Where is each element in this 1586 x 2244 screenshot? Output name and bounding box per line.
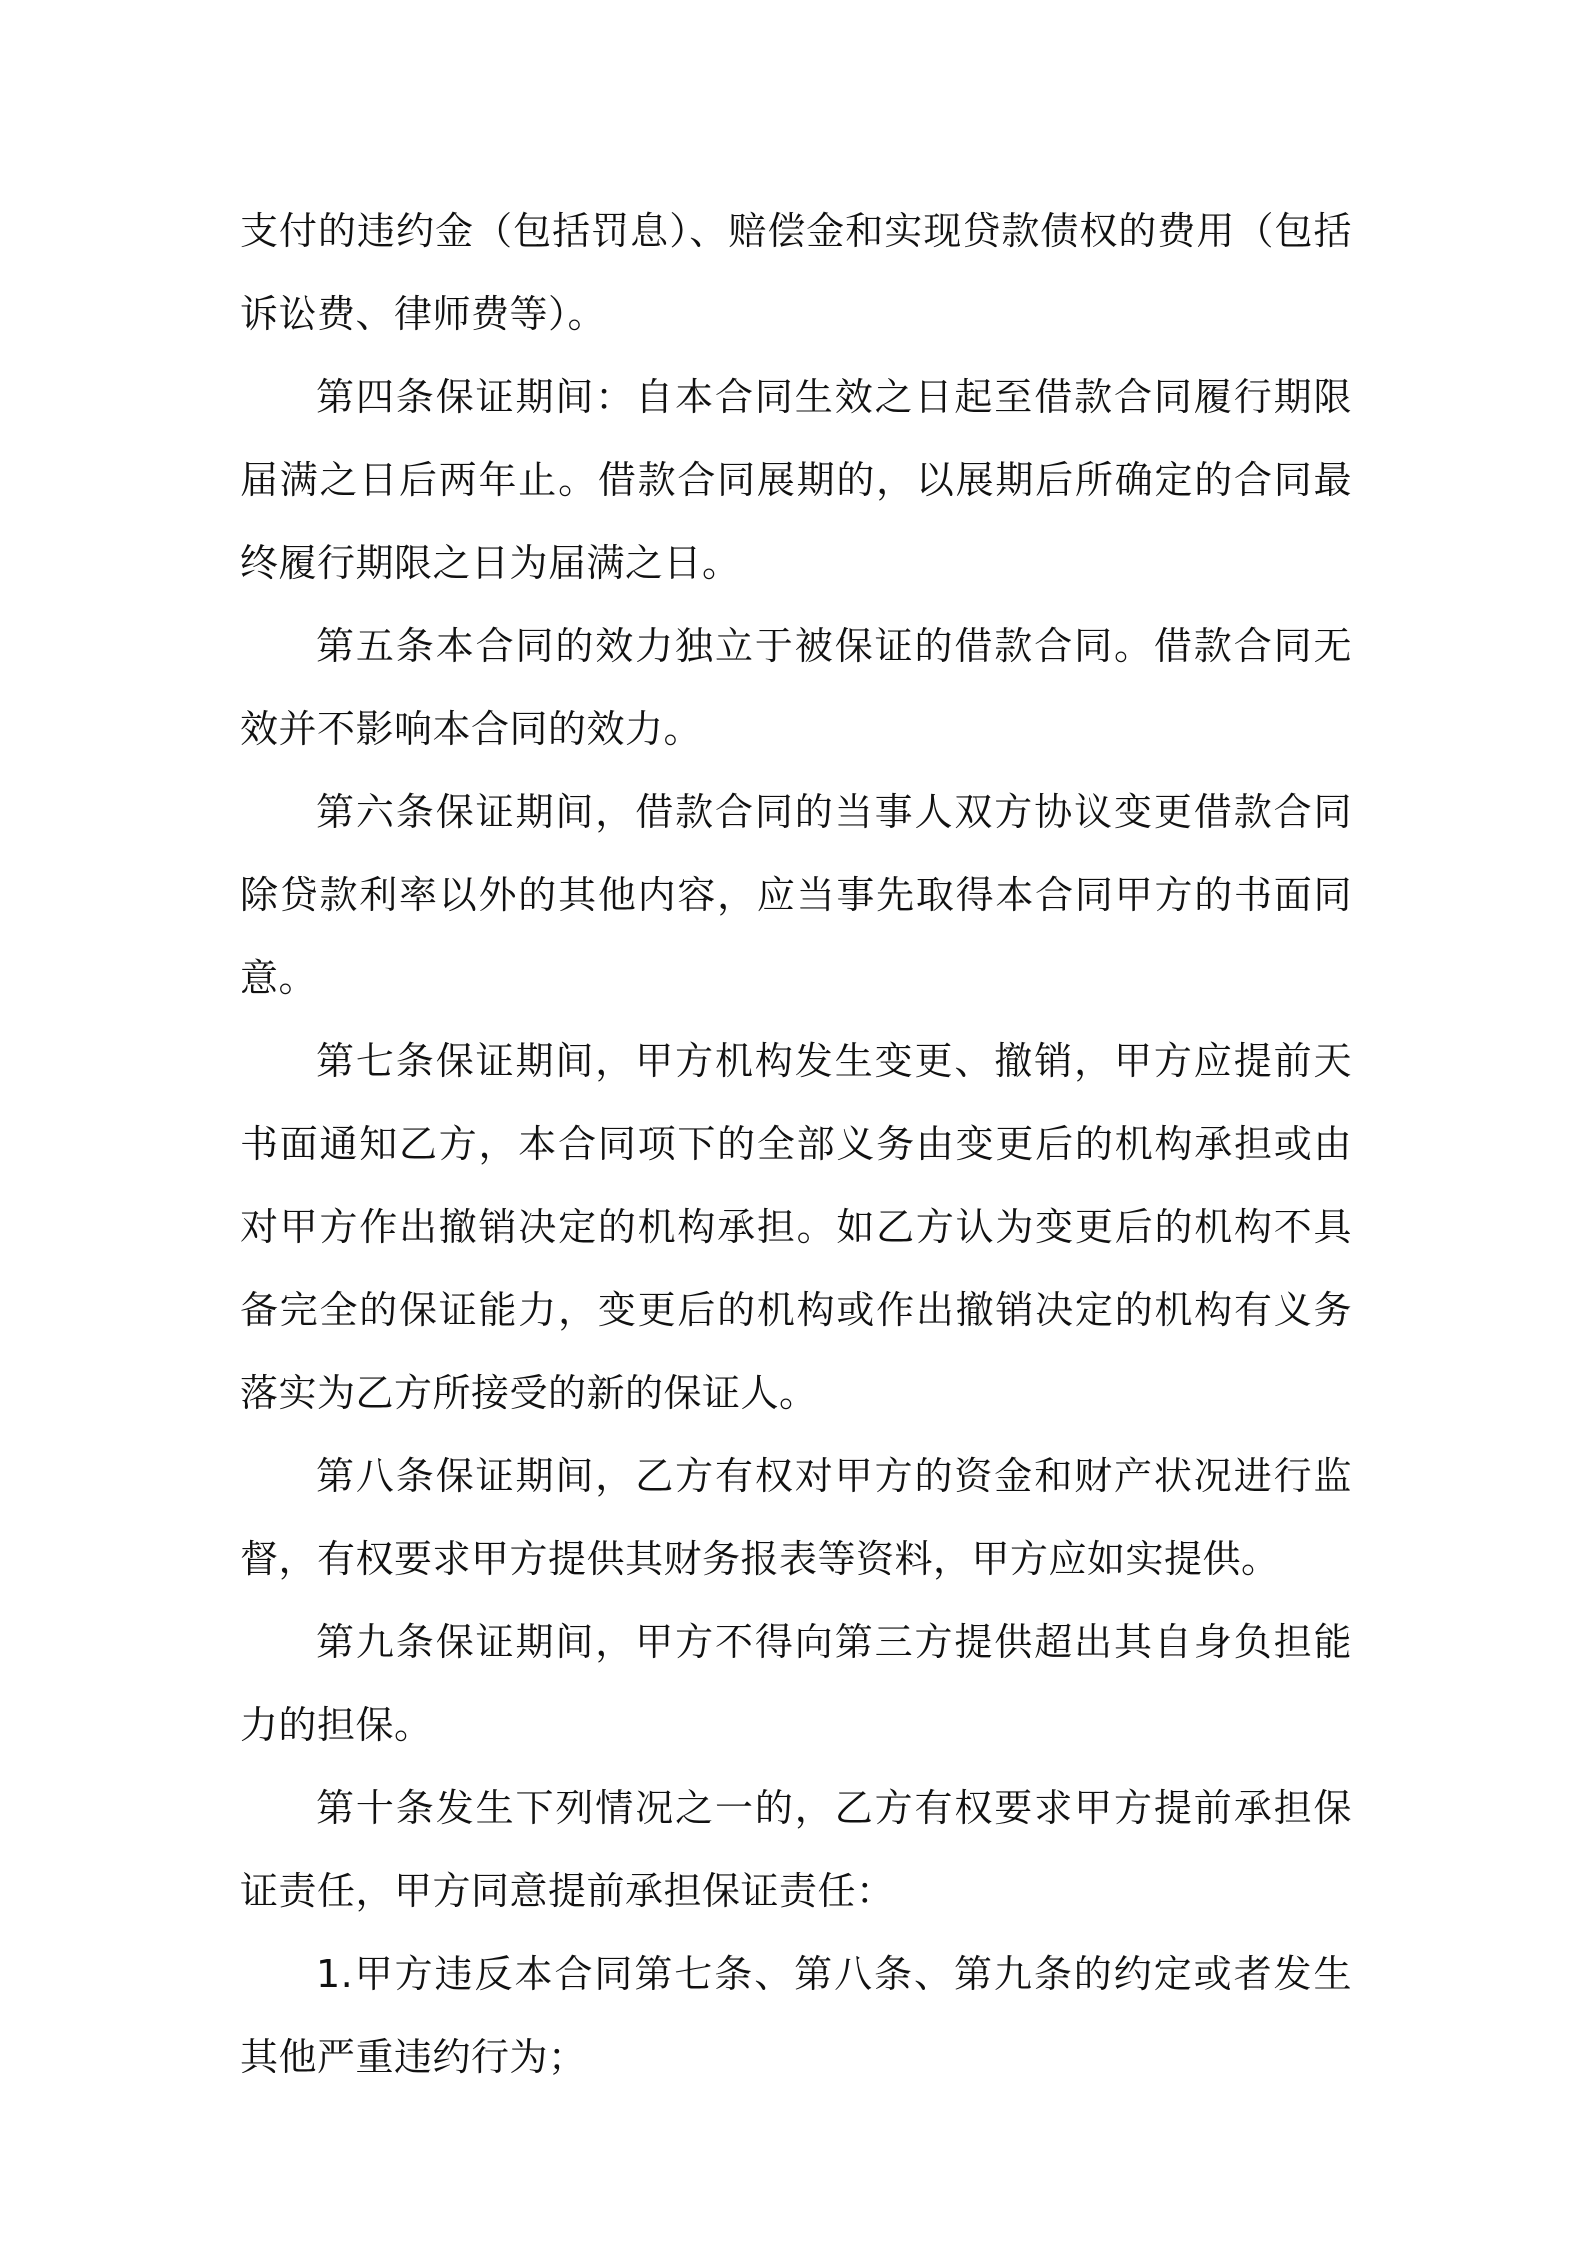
- paragraph-article-4: 第四条保证期间：自本合同生效之日起至借款合同履行期限届满之日后两年止。借款合同展期的，以展期后所确定的合同最终履行期限之日为届满之日。: [240, 375, 1352, 585]
- document-body: [240, 190, 1352, 2099]
- paragraph-article-7: 第七条保证期间，甲方机构发生变更、撤销，甲方应提前天书面通知乙方，本合同项下的全部义务由变更后的机构承担或由对甲方作出撤销决定的机构承担。如乙方认为变更后的机构不具备完全的保证能力，变更后的机构或作出撤销决定的机构有义务落实为乙方所接受的新的保证人。: [240, 1039, 1352, 1415]
- paragraph-article-5: 第五条本合同的效力独立于被保证的借款合同。借款合同无效并不影响本合同的效力。: [240, 624, 1352, 751]
- paragraph-article-8: 第八条保证期间，乙方有权对甲方的资金和财产状况进行监督，有权要求甲方提供其财务报表等资料，甲方应如实提供。: [240, 1454, 1352, 1581]
- paragraph-continuation: 支付的违约金（包括罚息）、赔偿金和实现贷款债权的费用（包括诉讼费、律师费等）。: [240, 209, 1352, 336]
- paragraph-article-6: 第六条保证期间，借款合同的当事人双方协议变更借款合同除贷款利率以外的其他内容，应当事先取得本合同甲方的书面同意。: [240, 790, 1352, 1000]
- paragraph-article-9: 第九条保证期间，甲方不得向第三方提供超出其自身负担能力的担保。: [240, 1620, 1352, 1747]
- paragraph-article-10: 第十条发生下列情况之一的，乙方有权要求甲方提前承担保证责任，甲方同意提前承担保证责任：: [240, 1786, 1352, 1913]
- paragraph-article-10-item-1: 1.甲方违反本合同第七条、第八条、第九条的约定或者发生其他严重违约行为；: [240, 1952, 1352, 2079]
